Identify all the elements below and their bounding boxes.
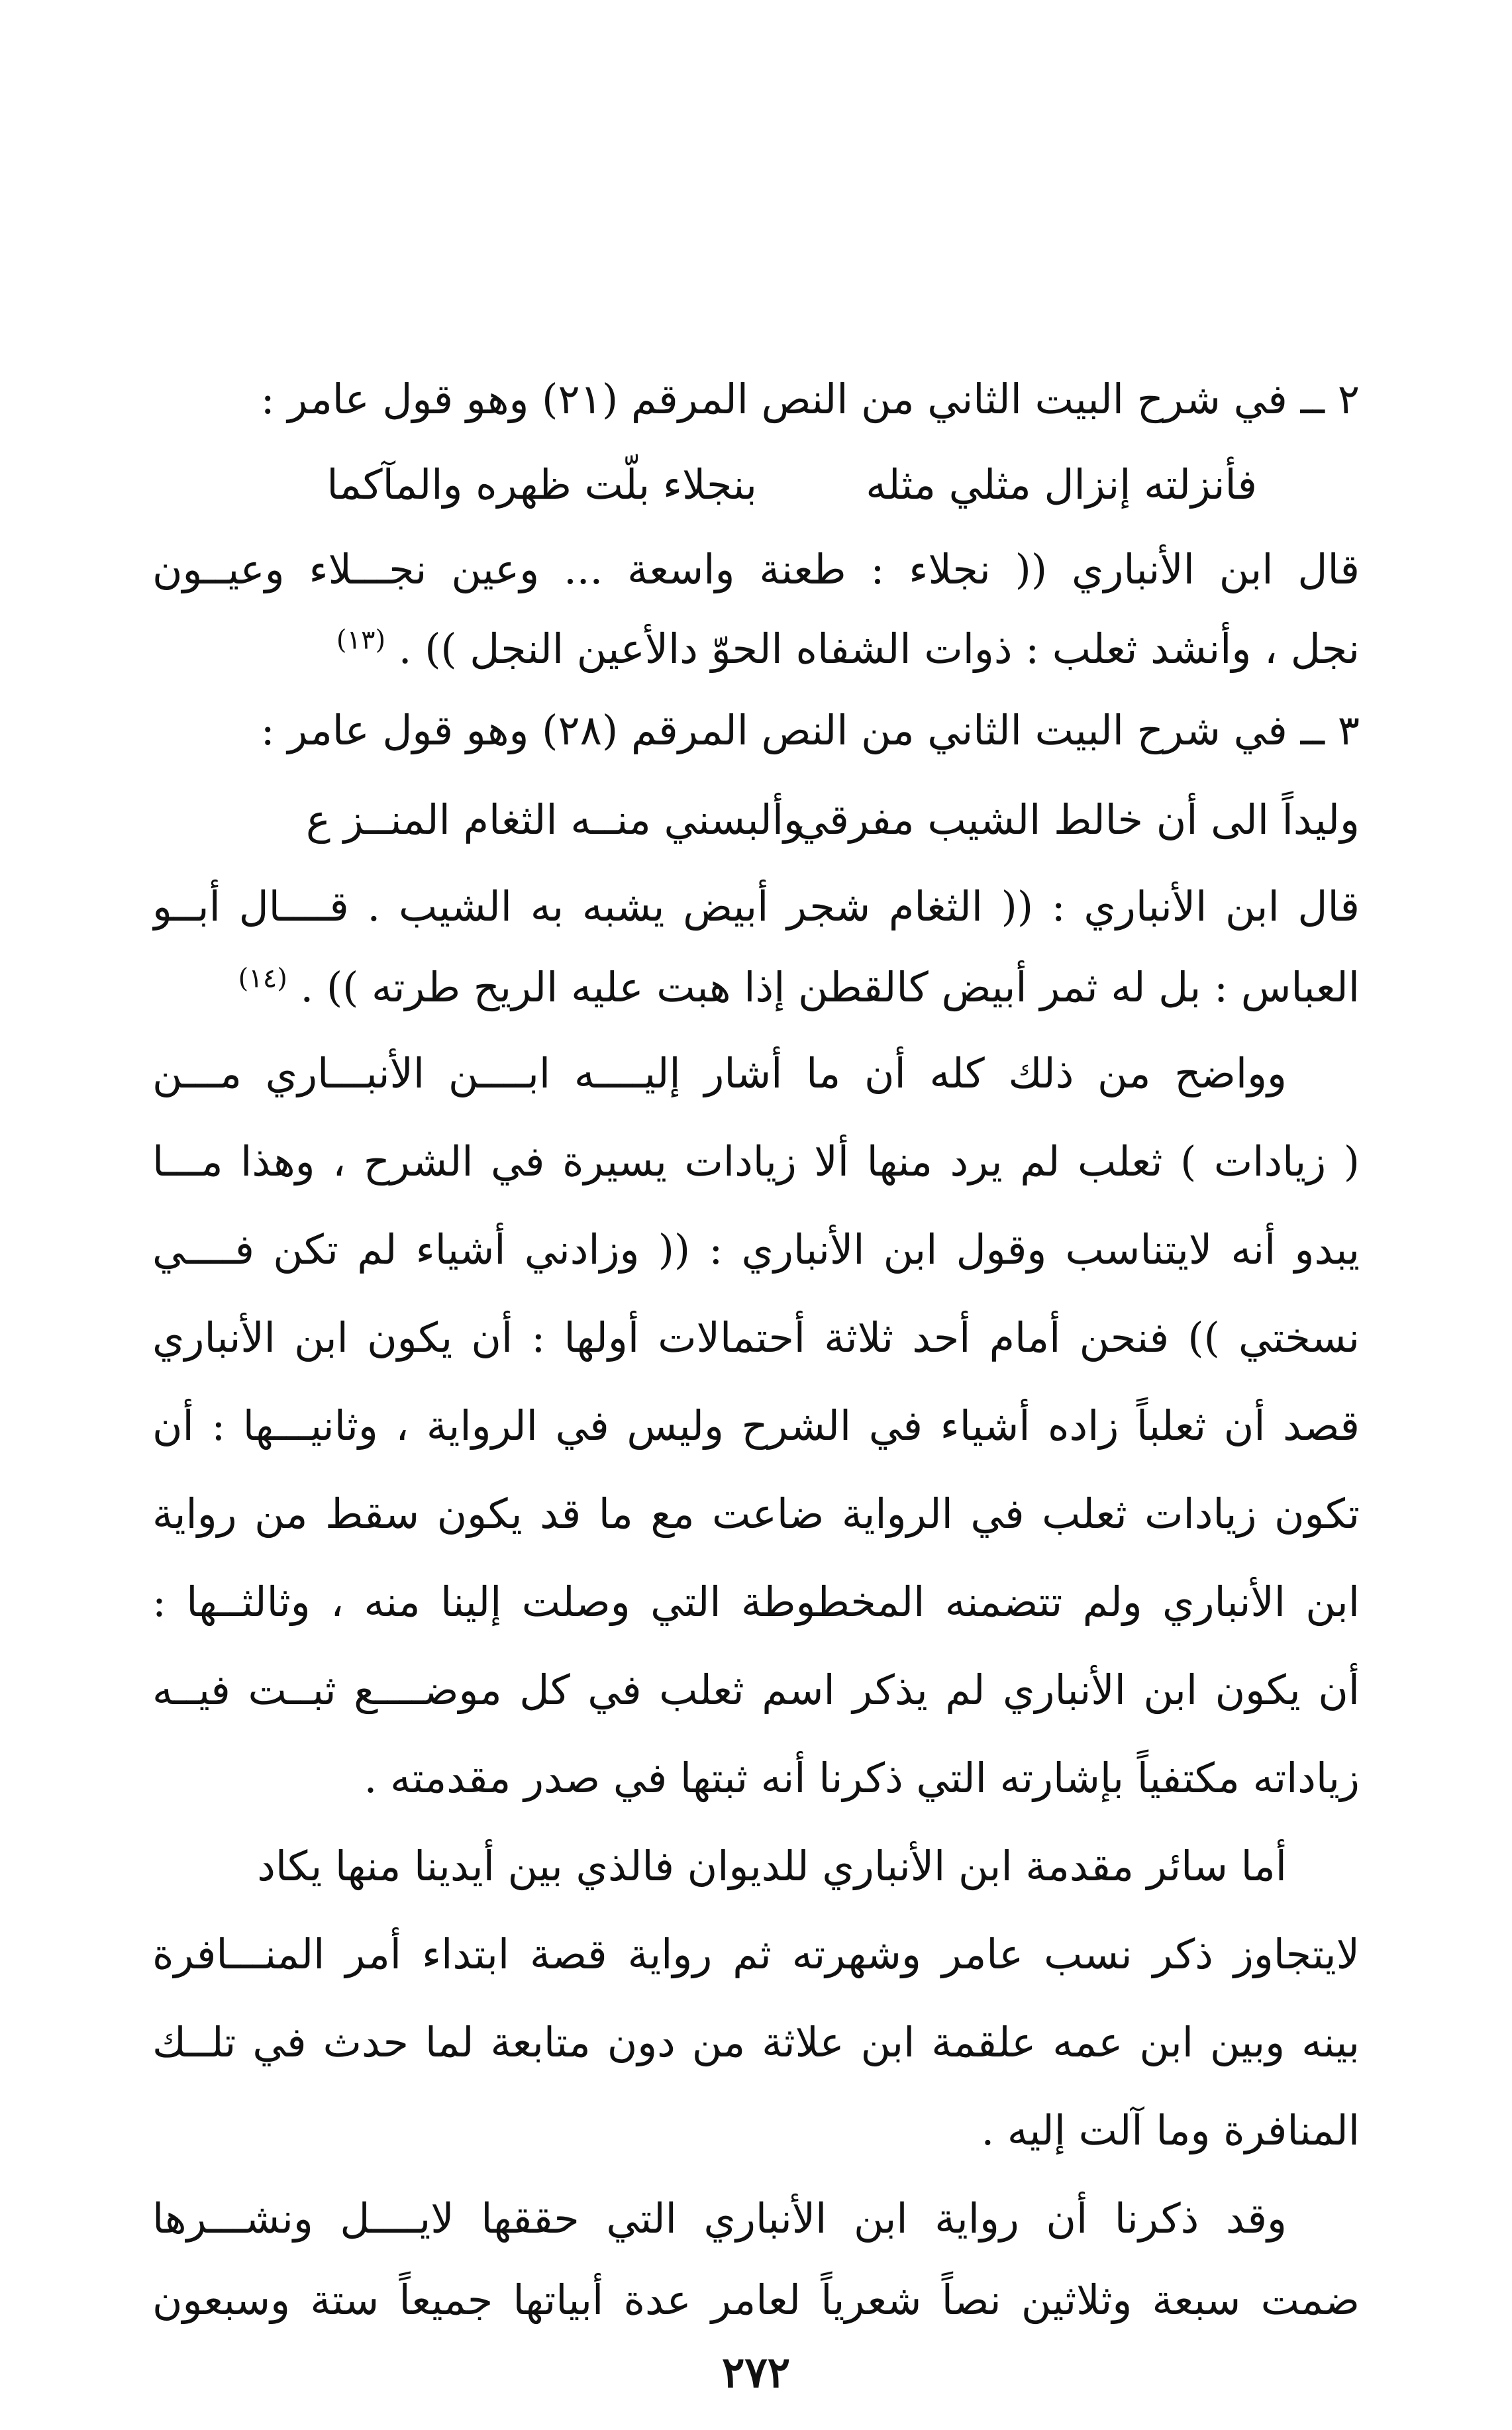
text-line-7: وواضح من ذلك كله أن ما أشار إليــــه ابــــن الأنبـــاري مـــن [152, 1049, 1287, 1097]
text-line-6-body: العباس : بل له ثمر أبيض كالقطن إذا هبت عليه الريح طرته )) . [300, 963, 1360, 1011]
text-line-5: قال ابن الأنباري : (( الثغام شجر أبيض يشبه به الشيب . قــــال أبــو [152, 882, 1360, 931]
text-line-21: ضمت سبعة وثلاثين نصاً شعرياً لعامر عدة أبياتها جميعاً ستة وسبعون [152, 2276, 1360, 2324]
footnote-marker-14: (١٤) [238, 963, 287, 994]
text-line-8: ( زيادات ) ثعلب لم يرد منها ألا زيادات يسيرة في الشرح ، وهذا مـــا [152, 1137, 1360, 1186]
text-line-2: قال ابن الأنباري (( نجلاء : طعنة واسعة ... وعين نجـــلاء وعيــون [152, 545, 1360, 593]
text-line-17: لايتجاوز ذكر نسب عامر وشهرته ثم رواية قصة ابتداء أمر المنـــافرة [152, 1930, 1360, 1978]
text-line-14: أن يكون ابن الأنباري لم يذكر اسم ثعلب في كل موضــــع ثبــت فيــه [152, 1666, 1360, 1714]
text-line-6 [152, 956, 1360, 1019]
text-line-10: نسختي )) فنحن أمام أحد ثلاثة أحتمالات أولها : أن يكون ابن الأنباري [152, 1313, 1360, 1362]
text-line-19: المنافرة وما آلت إليه . [981, 2106, 1360, 2154]
text-line-16: أما سائر مقدمة ابن الأنباري للديوان فالذي بين أيدينا منها يكاد [257, 1842, 1287, 1890]
verse-2-second-hemistich: وألبسني منــه الثغام المنــز ع [306, 795, 803, 844]
verse-2-first-hemistich: وليداً الى أن خالط الشيب مفرقي [795, 795, 1360, 844]
page-number: ٢٧٢ [721, 2348, 791, 2398]
text-line-13: ابن الأنباري ولم تتضمنه المخطوطة التي وصلت إلينا منه ، وثالثــها : [152, 1578, 1360, 1626]
text-line-18: بينه وبين ابن عمه علقمة ابن علاثة من دون متابعة لما حدث في تلــك [152, 2018, 1360, 2066]
footnote-marker-13: (١٣) [336, 625, 386, 656]
text-line-9: يبدو أنه لايتناسب وقول ابن الأنباري : (( وزادني أشياء لم تكن فــــي [152, 1225, 1360, 1274]
text-line-11: قصد أن ثعلباً زاده أشياء في الشرح وليس في الرواية ، وثانيـــها : أن [152, 1401, 1360, 1450]
text-line-4: ٣ ــ في شرح البيت الثاني من النص المرقم (٢٨) وهو قول عامر : [260, 706, 1360, 754]
text-line-1: ٢ ــ في شرح البيت الثاني من النص المرقم (٢١) وهو قول عامر : [260, 375, 1360, 423]
text-line-15: زياداته مكتفياً بإشارته التي ذكرنا أنه ثبتها في صدر مقدمته . [364, 1754, 1360, 1802]
text-line-20: وقد ذكرنا أن رواية ابن الأنباري التي حققها لايــــل ونشـــرها [152, 2194, 1287, 2243]
text-line-12: تكون زيادات ثعلب في الرواية ضاعت مع ما قد يكون سقط من رواية [152, 1490, 1360, 1538]
text-line-3 [152, 617, 1360, 681]
verse-1-first-hemistich: فأنزلته إنزال مثلي مثله [866, 460, 1257, 509]
verse-1-second-hemistich: بنجلاء بلّت ظهره والمآكما [327, 460, 757, 509]
text-line-3-body: نجل ، وأنشد ثعلب : ذوات الشفاه الحوّ دالأعين النجل )) . [398, 625, 1360, 673]
